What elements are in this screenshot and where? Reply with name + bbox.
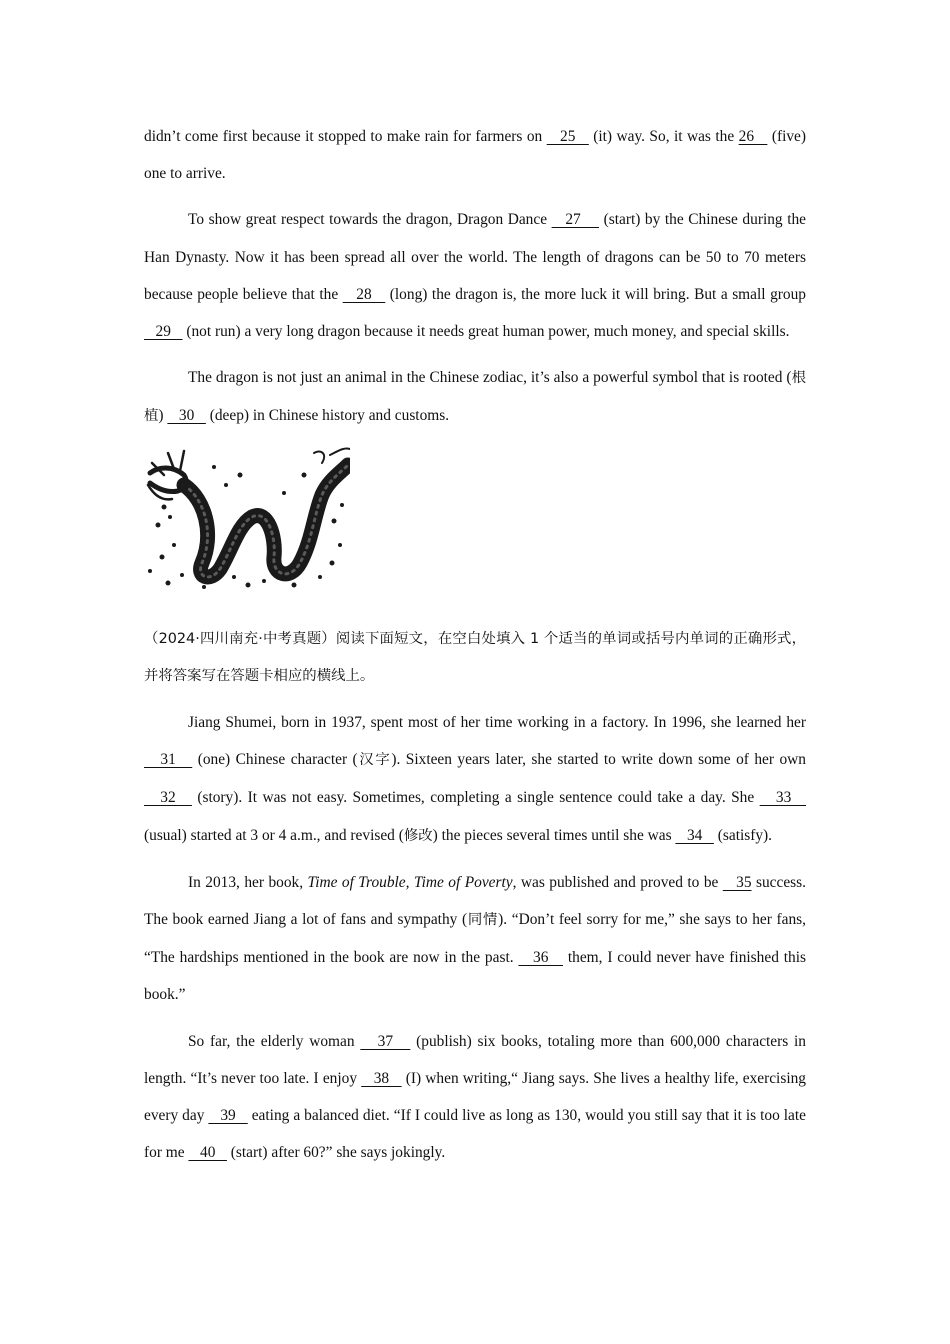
- text: (story). It was not easy. Sometimes, completing a single sentence could take a day. She: [191, 789, 760, 807]
- blank-32[interactable]: 32: [144, 789, 192, 807]
- blank-39[interactable]: 39: [208, 1107, 248, 1125]
- dragon-illustration: [144, 445, 350, 591]
- chinese-gloss: 同情: [467, 912, 499, 929]
- text: To show great respect towards the dragon, Dragon Dance: [188, 211, 552, 229]
- text: (start) after 60?” she says jokingly.: [226, 1144, 446, 1162]
- blank-27[interactable]: 27: [551, 211, 600, 229]
- chinese-gloss: 根植: [144, 370, 806, 425]
- paragraph-rain: [144, 118, 806, 192]
- text: them, I could never have finished this book.”: [144, 949, 806, 1004]
- chinese-gloss: 修改: [403, 827, 433, 844]
- text: , was published and proved to be: [512, 873, 723, 891]
- text: ). “Don’t feel sorry for me,” she says to her fans, “The hardships mentioned in the book are now in the past.: [144, 911, 806, 967]
- blank-37[interactable]: 37: [360, 1032, 411, 1050]
- text: The dragon is not just an animal in the Chinese zodiac, it’s also a powerful symbol that is rooted (: [188, 369, 792, 387]
- book-title: Time of Trouble, Time of Poverty: [307, 873, 513, 891]
- text: success. The book earned Jiang a lot of fans and sympathy (: [144, 873, 806, 929]
- chinese-gloss: 汉字: [357, 752, 392, 769]
- blank-31[interactable]: 31: [144, 751, 193, 769]
- text: (usual) started at 3 or 4 a.m., and revised (: [144, 826, 404, 844]
- blank-34[interactable]: 34: [675, 826, 714, 844]
- blank-26[interactable]: 26: [738, 128, 768, 145]
- text: In 2013, her book,: [188, 873, 308, 891]
- paragraph-dragon-dance: [144, 201, 806, 350]
- text: (start) by the Chinese during the Han Dynasty. Now it has been spread all over the world. The length of dragons can be 50 to 70 meters because people believe that the: [144, 211, 806, 303]
- text: (five) one to arrive.: [144, 128, 807, 183]
- text: ) the pieces several times until she was: [432, 826, 676, 844]
- text: (deep) in Chinese history and customs.: [205, 407, 450, 425]
- paragraph-jiang-intro: [144, 704, 806, 855]
- text: (not run) a very long dragon because it needs great human power, much money, and special skills.: [182, 323, 790, 341]
- paragraph-book: [144, 864, 806, 1014]
- text: (I) when writing,“ Jiang says. She lives a healthy life, exercising every day: [144, 1069, 806, 1125]
- text: ): [158, 407, 168, 425]
- text: (satisfy).: [713, 826, 773, 844]
- text: (long) the dragon is, the more luck it will bring. But a small group: [385, 285, 806, 303]
- blank-25[interactable]: 25: [546, 128, 589, 145]
- blank-40[interactable]: 40: [188, 1144, 227, 1162]
- blank-29[interactable]: 29: [144, 323, 183, 341]
- blank-28[interactable]: 28: [342, 285, 386, 303]
- exercise-instruction: （2024·四川南充·中考真题）阅读下面短文，在空白处填入 1 个适当的单词或括号内单词的正确形式，并将答案写在答题卡相应的横线上。: [144, 630, 806, 684]
- document-page: [144, 118, 806, 1180]
- text: eating a balanced diet. “If I could live as long as 130, would you still say that it is too late for me: [144, 1107, 806, 1162]
- text: (publish) six books, totaling more than 600,000 characters in length. “It’s never too late. I enjoy: [144, 1032, 807, 1087]
- paragraph-so-far: [144, 1023, 806, 1172]
- dragon-icon: [144, 445, 350, 591]
- blank-33[interactable]: 33: [759, 789, 806, 807]
- blank-38[interactable]: 38: [361, 1069, 402, 1087]
- text: (one) Chinese character (: [192, 751, 358, 769]
- paragraph-dragon-symbol: [144, 359, 806, 435]
- text: So far, the elderly woman: [188, 1032, 361, 1050]
- blank-35[interactable]: 35: [722, 873, 752, 891]
- text: ). Sixteen years later, she started to write down some of her own: [391, 751, 806, 769]
- text: Jiang Shumei, born in 1937, spent most of her time working in a factory. In 1996, she learned her: [188, 714, 806, 732]
- blank-30[interactable]: 30: [167, 407, 206, 425]
- text: didn’t come first because it stopped to make rain for farmers on: [144, 128, 547, 145]
- text: (it) way. So, it was the: [588, 128, 739, 145]
- blank-36[interactable]: 36: [518, 949, 563, 967]
